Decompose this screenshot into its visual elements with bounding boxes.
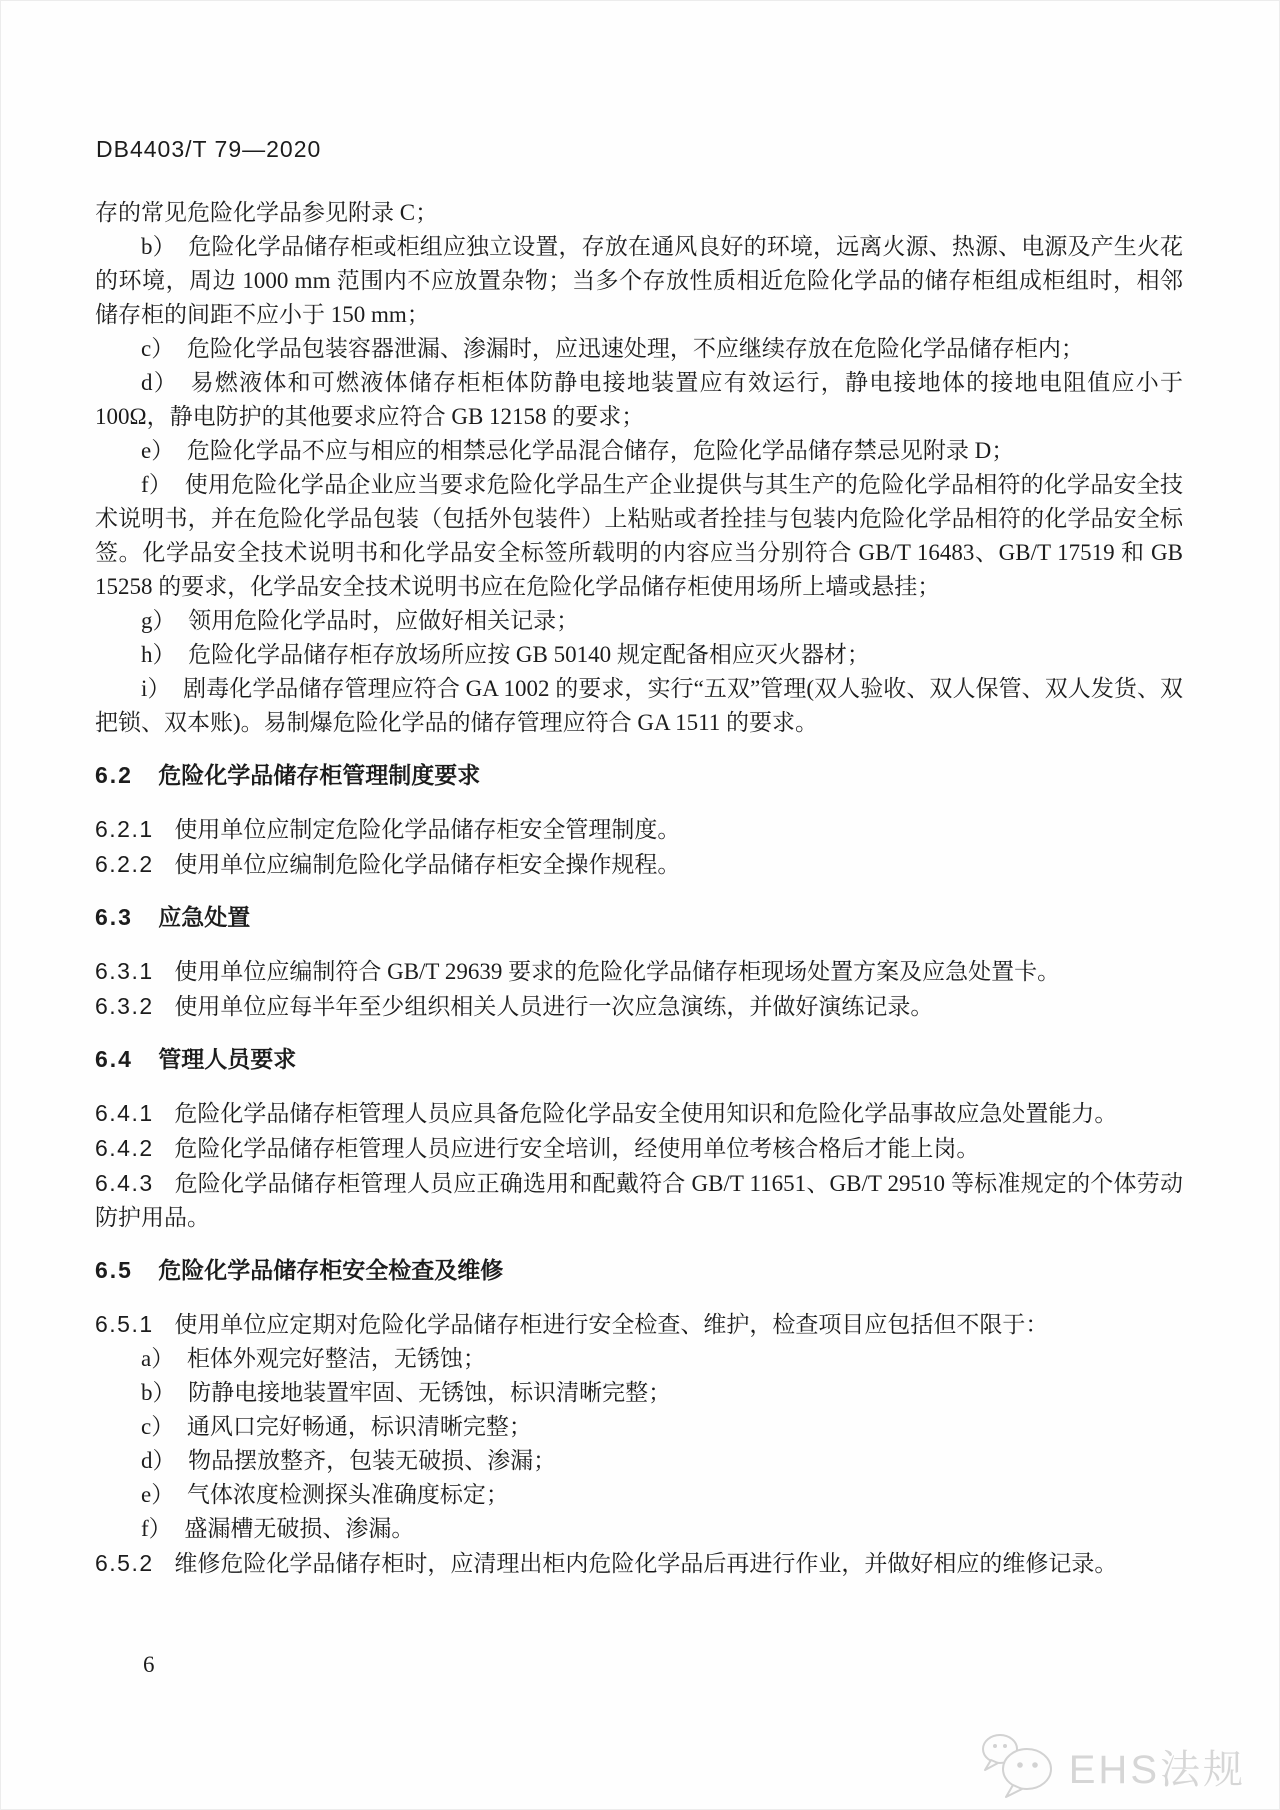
list-item-text: 领用危险化学品时，应做好相关记录； (188, 608, 580, 633)
sub-list-item-text: 通风口完好畅通，标识清晰完整； (186, 1414, 532, 1439)
sub-list-item-marker: e） (141, 1482, 175, 1507)
sub-list-item-text: 防静电接地装置牢固、无锈蚀，标识清晰完整； (188, 1380, 672, 1405)
list-item-text: 危险化学品不应与相应的相禁忌化学品混合储存，危险化学品储存禁忌见附录 D； (186, 438, 1015, 463)
clause-number: 6.2.2 (95, 851, 154, 877)
sub-list-item-marker: f） (141, 1516, 172, 1541)
section-number: 6.5 (95, 1257, 133, 1283)
clause-text: 使用单位应编制符合 GB/T 29639 要求的危险化学品储存柜现场处置方案及应急处置卡。 (174, 959, 1061, 984)
sub-list-item (95, 1444, 1183, 1478)
clause-number: 6.4.1 (95, 1100, 154, 1126)
list-item-marker: d） (141, 370, 178, 395)
list-item (95, 230, 1183, 332)
page-number: 6 (143, 1652, 155, 1677)
clause-number: 6.3.1 (95, 958, 154, 984)
clause (95, 1546, 1183, 1581)
section-title: 应急处置 (158, 904, 251, 930)
list-item-text: 危险化学品储存柜或柜组应独立设置，存放在通风良好的环境，远离火源、热源、电源及产生火花的环境，周边 1000 mm 范围内不应放置杂物；当多个存放性质相近危险化学品的储存柜组成柜组时，相邻储存柜的间距不应小于 150 mm； (95, 234, 1184, 327)
sub-list-item-text: 气体浓度检测探头准确度标定； (186, 1482, 509, 1507)
document-body (95, 196, 1183, 1581)
sub-list-item-marker: a） (141, 1346, 175, 1371)
list-item (95, 468, 1183, 604)
clause-number: 6.4.3 (95, 1170, 154, 1196)
list-item (95, 332, 1183, 366)
paragraph-text: 存的常见危险化学品参见附录 C； (95, 200, 439, 225)
section-title: 危险化学品储存柜管理制度要求 (158, 762, 481, 788)
list-item-text: 使用危险化学品企业应当要求危险化学品生产企业提供与其生产的危险化学品相符的化学品安全技术说明书，并在危险化学品包装（包括外包装件）上粘贴或者拴挂与包装内危险化学品相符的化学品安全标签。化学品安全技术说明书和化学品安全标签所载明的内容应当分别符合 GB/T 16483、GB/T 17519 和 GB 15258 的要求，化学品安全技术说明书应在危险化学品储存柜使用场所上墙或悬挂； (95, 472, 1183, 599)
sub-list-item-marker: b） (141, 1380, 176, 1405)
clause (95, 954, 1183, 989)
paragraph (95, 196, 1183, 230)
list-item (95, 366, 1183, 434)
list-item (95, 638, 1183, 672)
clause-text: 使用单位应制定危险化学品储存柜安全管理制度。 (174, 817, 681, 842)
list-item (95, 434, 1183, 468)
sub-list-item (95, 1342, 1183, 1376)
sub-list-item (95, 1478, 1183, 1512)
clause-text: 使用单位应每半年至少组织相关人员进行一次应急演练，并做好演练记录。 (174, 994, 934, 1019)
clause-text: 危险化学品储存柜管理人员应正确选用和配戴符合 GB/T 11651、GB/T 29510 等标准规定的个体劳动防护用品。 (95, 1171, 1183, 1230)
section-heading (95, 1253, 1183, 1287)
list-item-marker: i） (141, 676, 171, 701)
clause (95, 1307, 1183, 1342)
list-item-marker: c） (141, 336, 175, 361)
clause (95, 1096, 1183, 1131)
list-item-marker: e） (141, 438, 175, 463)
clause-text: 危险化学品储存柜管理人员应具备危险化学品安全使用知识和危险化学品事故应急处置能力。 (174, 1101, 1118, 1126)
sub-list-item-text: 盛漏槽无破损、渗漏。 (184, 1516, 415, 1541)
sub-list-item-marker: d） (141, 1448, 176, 1473)
clause (95, 989, 1183, 1024)
section-title: 管理人员要求 (158, 1046, 297, 1072)
clause-number: 6.5.2 (95, 1550, 154, 1576)
clause-text: 使用单位应定期对危险化学品储存柜进行安全检查、维护，检查项目应包括但不限于： (174, 1312, 1049, 1337)
section-number: 6.4 (95, 1046, 133, 1072)
list-item (95, 604, 1183, 638)
sub-list-item (95, 1410, 1183, 1444)
list-item-marker: h） (141, 642, 176, 667)
clause-text: 使用单位应编制危险化学品储存柜安全操作规程。 (174, 852, 681, 877)
clause (95, 847, 1183, 882)
sub-list-item (95, 1376, 1183, 1410)
clause (95, 1166, 1183, 1235)
section-number: 6.2 (95, 762, 133, 788)
sub-list-item-text: 物品摆放整齐，包装无破损、渗漏； (188, 1448, 557, 1473)
sub-list-item-text: 柜体外观完好整洁，无锈蚀； (186, 1346, 486, 1371)
list-item-marker: g） (141, 608, 176, 633)
list-item-marker: f） (141, 472, 173, 497)
clause (95, 812, 1183, 847)
clause-number: 6.3.2 (95, 993, 154, 1019)
clause-number: 6.4.2 (95, 1135, 154, 1161)
doc-number: DB4403/T 79—2020 (96, 136, 322, 162)
list-item-text: 剧毒化学品储存管理应符合 GA 1002 的要求，实行“五双”管理(双人验收、双人保管、双人发货、双把锁、双本账)。易制爆危险化学品的储存管理应符合 GA 1511 的要求。 (95, 676, 1184, 735)
sub-list-item-marker: c） (141, 1414, 175, 1439)
section-title: 危险化学品储存柜安全检查及维修 (158, 1257, 504, 1283)
wechat-chat-bubbles-icon (975, 1732, 1059, 1800)
section-heading (95, 900, 1183, 934)
list-item (95, 672, 1183, 740)
watermark-text: EHS法规 (1068, 1747, 1246, 1792)
list-item-marker: b） (141, 234, 176, 259)
clause-number: 6.5.1 (95, 1311, 154, 1337)
watermark (975, 1732, 1246, 1800)
section-heading (95, 758, 1183, 792)
clause-text: 维修危险化学品储存柜时，应清理出柜内危险化学品后再进行作业，并做好相应的维修记录。 (174, 1551, 1118, 1576)
list-item-text: 易燃液体和可燃液体储存柜柜体防静电接地装置应有效运行，静电接地体的接地电阻值应小于 100Ω，静电防护的其他要求应符合 GB 12158 的要求； (95, 370, 1184, 429)
list-item-text: 危险化学品储存柜存放场所应按 GB 50140 规定配备相应灭火器材； (188, 642, 870, 667)
clause-number: 6.2.1 (95, 816, 154, 842)
section-number: 6.3 (95, 904, 133, 930)
list-item-text: 危险化学品包装容器泄漏、渗漏时，应迅速处理，不应继续存放在危险化学品储存柜内； (186, 336, 1084, 361)
clause-text: 危险化学品储存柜管理人员应进行安全培训，经使用单位考核合格后才能上岗。 (174, 1136, 980, 1161)
section-heading (95, 1042, 1183, 1076)
sub-list-item (95, 1512, 1183, 1546)
clause (95, 1131, 1183, 1166)
